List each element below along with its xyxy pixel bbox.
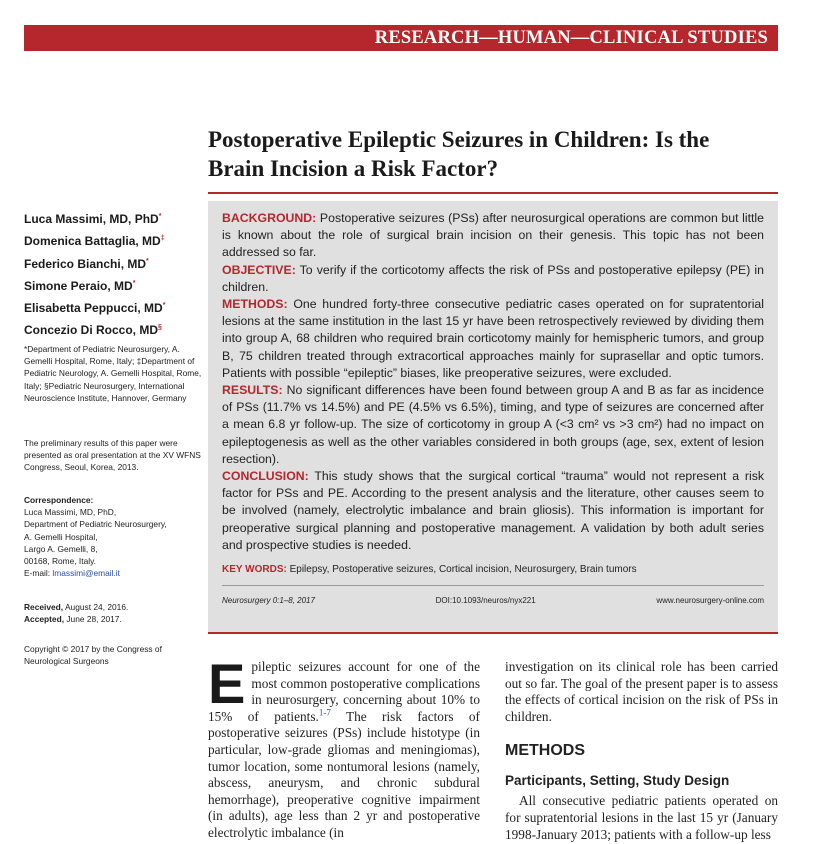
- author: Federico Bianchi, MD*: [24, 256, 149, 271]
- article-title: [208, 125, 778, 183]
- affiliations: *Department of Pediatric Neurosurgery, A. Gemelli Hospital, Rome, Italy; ‡Department of Pediatric Neurology, A. Gemelli Hospital, Rome, Italy; §Pediatric Neurosurgery, International Neuroscience Institute, Hannover, Germany: [24, 344, 202, 403]
- author: Luca Massimi, MD, PhD*: [24, 212, 162, 226]
- citation-link[interactable]: 1-7: [318, 707, 331, 718]
- methods-heading: METHODS: [505, 742, 585, 760]
- body-column-2: [505, 659, 778, 843]
- participants-subheading: Participants, Setting, Study Design: [505, 773, 730, 789]
- author: Simone Peraio, MD*: [24, 278, 136, 293]
- title-divider: [208, 192, 778, 194]
- abstract-background: BACKGROUND: Postoperative seizures (PSs) after neurosurgical operations are common but little is known about the role of surgical brain incision on their genesis. This topic has not been addressed so far.: [222, 211, 764, 260]
- abstract-box: [208, 201, 778, 634]
- abstract-results: RESULTS: No significant differences have been found between group A and B as far as incidence of PSs (11.7% vs 14.5%) and PE (4.5% vs 6.5%), timing, and type of seizures are concerned after a mean 6.8 yr follow-up. The size of corticotomy in group A (<3 cm² vs >3 cm²) had no impact on epileptogenesis as well as the other variables considered in both groups (age, sex, extent of lesion resection).: [222, 383, 764, 466]
- abstract-divider: [222, 585, 764, 586]
- copyright: Copyright © 2017 by the Congress of Neurological Surgeons: [24, 644, 162, 667]
- author: Domenica Battaglia, MD‡: [24, 234, 165, 249]
- keywords: KEY WORDS: Epilepsy, Postoperative seizures, Cortical incision, Neurosurgery, Brain tumors: [222, 564, 637, 576]
- methods-paragraph: All consecutive pediatric patients operated on for supratentorial lesions in the last 15 yr (January 1998-January 2013; patients with a follow-up less: [505, 793, 778, 842]
- intro-continuation: investigation on its clinical role has been carried out so far. The goal of the present paper is to assess the effects of cortical incision on the risk of PSs in children.: [505, 659, 779, 724]
- presentation-note: The preliminary results of this paper were presented as oral presentation at the XV WFNS Congress, Seoul, Korea, 2013.: [24, 438, 201, 473]
- author: Elisabetta Peppucci, MD*: [24, 301, 166, 316]
- section-banner: RESEARCH—HUMAN—CLINICAL STUDIES: [24, 25, 778, 51]
- title-line-1: Postoperative Epileptic Seizures in Children: Is the: [208, 127, 710, 152]
- article-meta: [222, 592, 764, 609]
- body-column-1: Epileptic seizures account for one of the most common postoperative complications in neurosurgery, concerning about 10% to 15% of patients.$^{1-7}$ The risk factors of postoperative seizures (PSs) include histotype (in particular, low-grade gliomas and meningiomas), tumor location, some nontumoral lesions (namely, abscess, aneurysm, and chronic subdural hemorrhage), preoperative cognitive impairment (in adults), age less than 2 yr and postoperative electrolytic imbalance (in: [208, 652, 480, 840]
- title-line-2: Brain Incision a Risk Factor?: [208, 156, 499, 181]
- doi: DOI:10.1093/neuros/nyx221: [435, 596, 536, 606]
- website: www.neurosurgery-online.com: [656, 596, 764, 606]
- abstract-objective: OBJECTIVE: To verify if the corticotomy affects the risk of PSs and postoperative epilepsy (PE) in children.: [222, 262, 764, 294]
- drop-cap: E: [208, 652, 246, 715]
- abstract-conclusion: CONCLUSION: This study shows that the surgical cortical “trauma” would not represent a risk factor for PSs and PE. According to the present analysis and the literature, other causes seem to be involved (namely, electrolytic imbalance and brain gliosis). This information is important for preoperative surgical planning and postoperative management. A validation by both adult series and prospective studies is needed.: [222, 469, 764, 552]
- journal-citation: Neurosurgery 0:1–8, 2017: [222, 596, 315, 606]
- received-dates: Received, August 24, 2016. Accepted, June 28, 2017.: [24, 602, 129, 625]
- email-link[interactable]: lmassimi@email.it: [52, 568, 120, 579]
- author-list: [24, 207, 204, 341]
- abstract-methods: METHODS: One hundred forty-three consecutive pediatric cases operated on for supratentorial lesions at the same institution in the last 15 yr have been retrospectively reviewed by dividing them into group A, 68 children who required brain corticotomy mainly for hemispheric tumors, and group B, 75 children treated through extracortical approaches mainly for suprasellar and optic tumors. Patients with possible “epileptic” biases, like preoperative seizures, were excluded.: [222, 297, 764, 380]
- author: Concezio Di Rocco, MD§: [24, 323, 162, 338]
- correspondence: Correspondence: Luca Massimi, MD, PhD, Department of Pediatric Neurosurgery, A. Gemelli Hospital, Largo A. Gemelli, 8, 00168, Rome, Italy. E-mail: lmassimi@email.it: [24, 495, 167, 579]
